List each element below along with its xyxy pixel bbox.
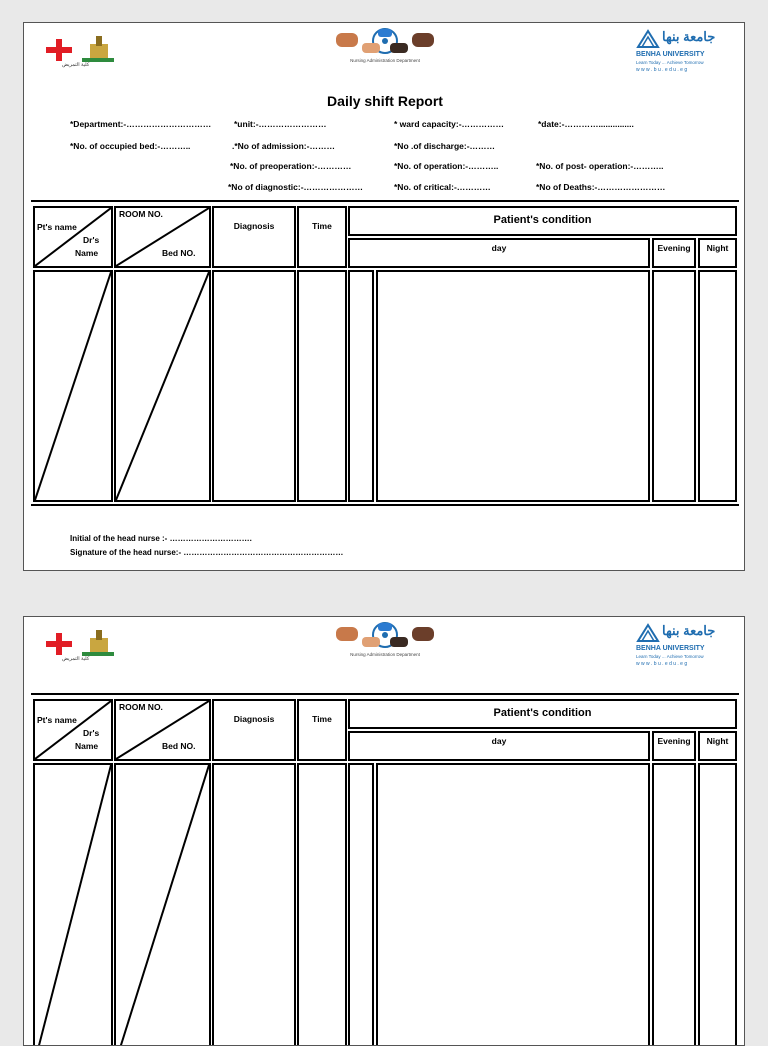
head-nurse-signature: Signature of the head nurse:- …………………………………………………… (70, 548, 344, 557)
report-page-2 (23, 616, 745, 1046)
day-header: day (348, 731, 650, 761)
nursing-admin-caption: Nursing Administration Department (350, 652, 420, 657)
benha-english-name: BENHA UNIVERSITY (636, 645, 705, 652)
admission-field: .*No of admission:-……… (232, 141, 335, 151)
day-cell (376, 763, 650, 1046)
benha-tagline: Learn Today ... Achieve Tomorrow (636, 60, 704, 65)
nursing-admin-logo (332, 621, 438, 659)
faculty-caption: كلية التمريض (62, 62, 90, 68)
night-header: Night (698, 731, 737, 761)
day-header: day (348, 238, 650, 268)
benha-university-logo (636, 27, 732, 75)
diagnosis-header: Diagnosis (212, 206, 296, 268)
pt-name-cell (33, 763, 113, 1046)
pt-name-header: Pt's name Dr's Name (33, 699, 113, 761)
benha-arabic-name: جامعة بنها (662, 29, 716, 44)
unit-field: *unit:-…………………… (234, 119, 327, 129)
evening-cell (652, 763, 696, 1046)
patient-condition-header: Patient's condition (348, 206, 737, 236)
operation-field: *No. of operation:-……….. (394, 161, 499, 171)
preoperation-field: *No. of preoperation:-………… (230, 161, 352, 171)
head-nurse-initial: Initial of the head nurse :- …………………………. (70, 534, 252, 543)
nursing-admin-caption: Nursing Administration Department (350, 58, 420, 63)
time-header: Time (297, 699, 347, 761)
shift-table (31, 693, 739, 1046)
time-cell (297, 763, 347, 1046)
discharge-field: *No .of discharge:-……… (394, 141, 496, 151)
time-header: Time (297, 206, 347, 268)
ward-capacity-field: * ward capacity:-…………… (394, 119, 505, 129)
room-bed-header: ROOM NO. Bed NO. (114, 206, 211, 268)
diagnostic-field: *No of diagnostic:-………………… (228, 182, 364, 192)
time-cell (297, 270, 347, 502)
report-title: Daily shift Report (327, 93, 443, 109)
evening-cell (652, 270, 696, 502)
shift-table (31, 200, 739, 506)
evening-header: Evening (652, 238, 696, 268)
patient-condition-header: Patient's condition (348, 699, 737, 729)
day-sub-cell (348, 270, 374, 502)
diagnosis-cell (212, 763, 296, 1046)
benha-arabic-name: جامعة بنها (662, 623, 716, 638)
department-field: *Department:-………………………… (70, 119, 212, 129)
deaths-field: *No of Deaths:-…………………… (536, 182, 666, 192)
room-bed-cell (114, 763, 211, 1046)
night-cell (698, 270, 737, 502)
report-page-1 (23, 22, 745, 571)
evening-header: Evening (652, 731, 696, 761)
night-cell (698, 763, 737, 1046)
diagnosis-cell (212, 270, 296, 502)
room-bed-header: ROOM NO. Bed NO. (114, 699, 211, 761)
pt-name-cell (33, 270, 113, 502)
diagnosis-header: Diagnosis (212, 699, 296, 761)
benha-english-name: BENHA UNIVERSITY (636, 51, 705, 58)
night-header: Night (698, 238, 737, 268)
day-sub-cell (348, 763, 374, 1046)
benha-url: w w w . b u . e d u . e g (636, 661, 688, 667)
nursing-faculty-logo (38, 30, 116, 70)
occupied-bed-field: *No. of occupied bed:-……….. (70, 141, 191, 151)
faculty-caption: كلية التمريض (62, 656, 90, 662)
day-cell (376, 270, 650, 502)
benha-tagline: Learn Today ... Achieve Tomorrow (636, 654, 704, 659)
pt-name-header: Pt's name Dr's Name (33, 206, 113, 268)
nursing-admin-logo (332, 27, 438, 65)
nursing-faculty-logo (38, 624, 116, 664)
critical-field: *No. of critical:-………… (394, 182, 491, 192)
benha-university-logo (636, 621, 732, 669)
benha-url: w w w . b u . e d u . e g (636, 67, 688, 73)
post-operation-field: *No. of post- operation:-……….. (536, 161, 664, 171)
date-field: *date:-…………............... (538, 119, 634, 129)
room-bed-cell (114, 270, 211, 502)
